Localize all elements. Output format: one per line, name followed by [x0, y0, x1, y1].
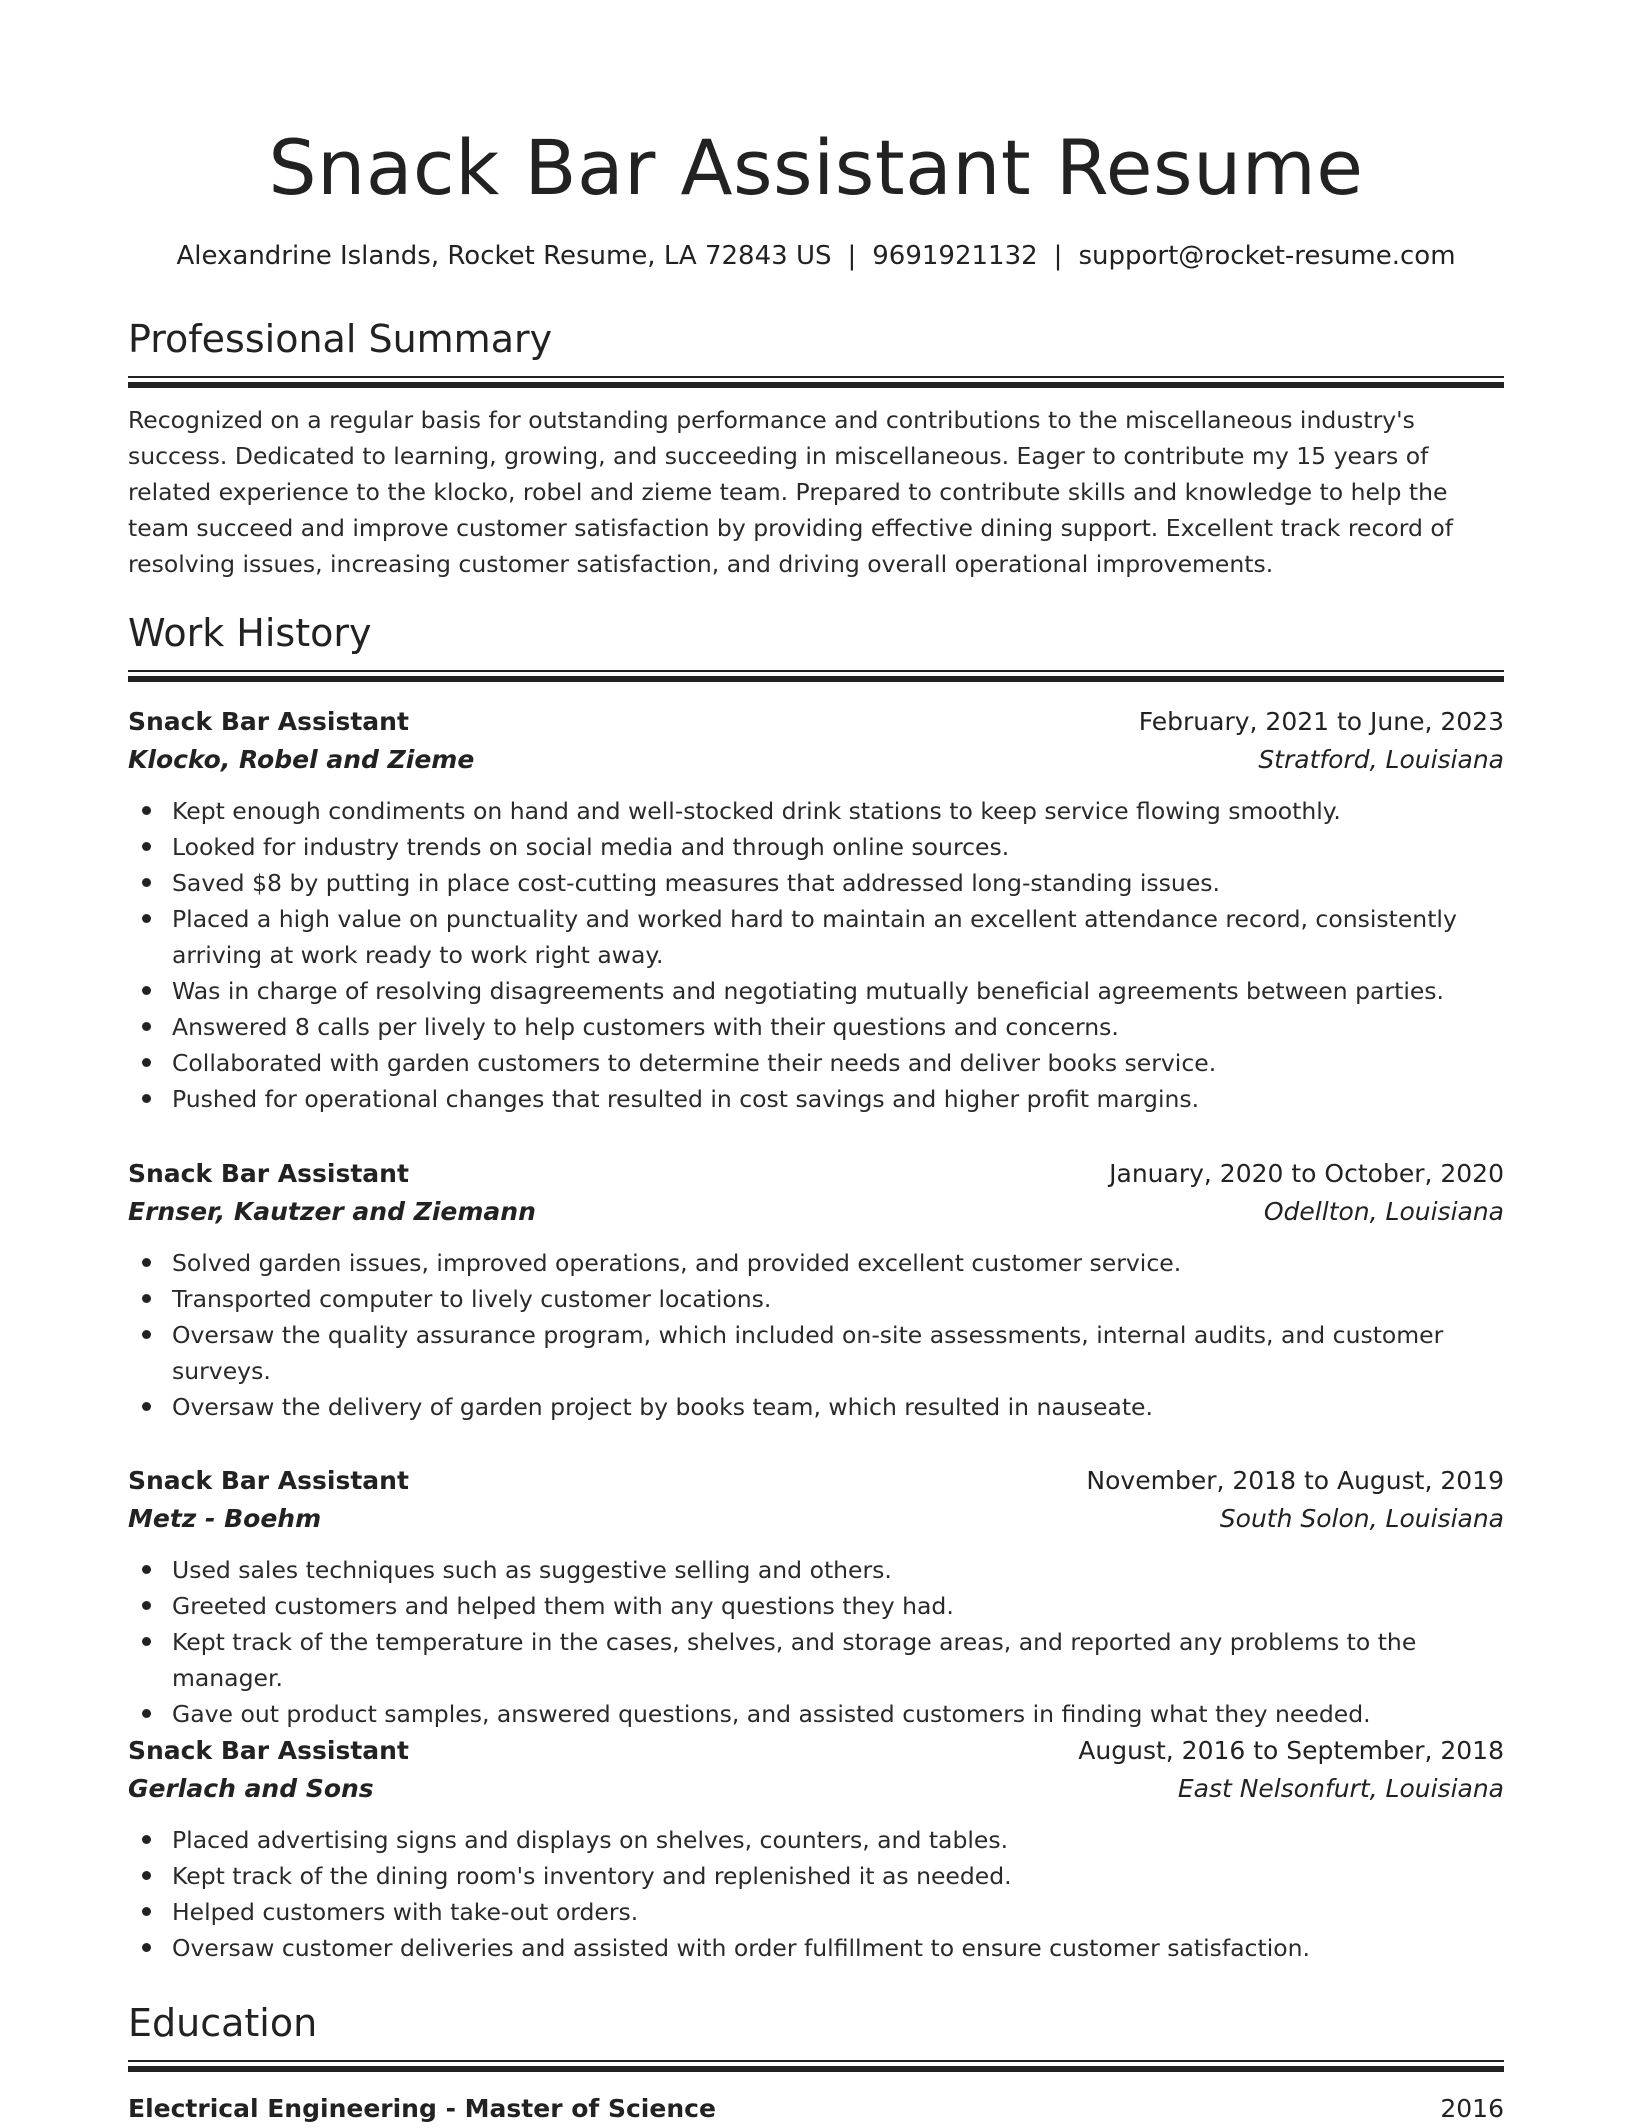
bullet-text: Was in charge of resolving disagreements and negotiating mutually beneficial agreements between parties.: [172, 977, 1445, 1005]
job-location: Stratford, Louisiana: [1258, 745, 1504, 774]
bullet-item: [172, 1696, 1504, 1732]
job-location: South Solon, Louisiana: [1219, 1504, 1504, 1533]
bullet-text: Greeted customers and helped them with any questions they had.: [172, 1592, 954, 1620]
job-company: Metz - Boehm: [128, 1504, 322, 1533]
bullet-item: [172, 1317, 1504, 1389]
section-divider-thick: [128, 2066, 1504, 2072]
bullet-icon: [142, 806, 151, 815]
bullet-icon: [142, 1258, 151, 1267]
job-dates: August, 2016 to September, 2018: [1078, 1736, 1504, 1765]
bullet-icon: [142, 1402, 151, 1411]
job-bullets: [128, 1552, 1504, 1732]
bullet-item: [172, 829, 1504, 865]
contact-separator: |: [1053, 241, 1063, 271]
bullet-item: [172, 1245, 1504, 1281]
page-title: Snack Bar Assistant Resume: [268, 123, 1364, 212]
bullet-text: Placed a high value on punctuality and worked hard to maintain an excellent attendance record, consistently arriving at work ready to work right away.: [172, 905, 1457, 969]
job-dates: February, 2021 to June, 2023: [1138, 707, 1504, 736]
bullet-icon: [142, 1022, 151, 1031]
bullet-icon: [142, 1601, 151, 1610]
bullet-text: Oversaw the quality assurance program, which included on-site assessments, internal audits, and customer surveys.: [172, 1321, 1444, 1385]
work-heading: Work History: [128, 611, 372, 655]
bullet-text: Saved $8 by putting in place cost-cutting measures that addressed long-standing issues.: [172, 869, 1220, 897]
bullet-text: Collaborated with garden customers to determine their needs and deliver books service.: [172, 1049, 1217, 1077]
bullet-item: [172, 865, 1504, 901]
bullet-icon: [142, 1637, 151, 1646]
job-bullets: [128, 793, 1504, 1117]
job-title: Snack Bar Assistant: [128, 1736, 409, 1765]
contact-line: [128, 238, 1504, 274]
bullet-text: Used sales techniques such as suggestive selling and others.: [172, 1556, 892, 1584]
bullet-text: Pushed for operational changes that resulted in cost savings and higher profit margins.: [172, 1085, 1200, 1113]
bullet-icon: [142, 1943, 151, 1952]
education-year: 2016: [1440, 2094, 1504, 2123]
bullet-item: [172, 901, 1504, 973]
bullet-text: Looked for industry trends on social media and through online sources.: [172, 833, 1010, 861]
job-dates: November, 2018 to August, 2019: [1086, 1466, 1504, 1495]
summary-section: [128, 314, 1504, 582]
job-entry: [128, 1462, 1504, 1732]
bullet-text: Helped customers with take-out orders.: [172, 1898, 639, 1926]
bullet-item: [172, 1894, 1504, 1930]
contact-address: Alexandrine Islands, Rocket Resume, LA 72843 US: [176, 241, 832, 271]
bullet-text: Oversaw the delivery of garden project by books team, which resulted in nauseate.: [172, 1393, 1153, 1421]
bullet-text: Gave out product samples, answered questions, and assisted customers in finding what they needed.: [172, 1700, 1371, 1728]
section-divider: [128, 670, 1504, 672]
summary-heading: Professional Summary: [128, 317, 553, 361]
bullet-icon: [142, 1330, 151, 1339]
bullet-item: [172, 1045, 1504, 1081]
bullet-item: [172, 1009, 1504, 1045]
contact-separator: |: [847, 241, 857, 271]
section-divider-thick: [128, 382, 1504, 388]
bullet-icon: [142, 1907, 151, 1916]
job-bullets: [128, 1245, 1504, 1425]
bullet-icon: [142, 1565, 151, 1574]
bullet-item: [172, 1588, 1504, 1624]
bullet-item: [172, 1552, 1504, 1588]
bullet-icon: [142, 1871, 151, 1880]
bullet-item: [172, 1822, 1504, 1858]
job-title: Snack Bar Assistant: [128, 1159, 409, 1188]
bullet-item: [172, 1858, 1504, 1894]
bullet-icon: [142, 1835, 151, 1844]
contact-phone: 9691921132: [872, 241, 1038, 271]
bullet-icon: [142, 1058, 151, 1067]
job-bullets: [128, 1822, 1504, 1966]
contact-email: support@rocket-resume.com: [1078, 241, 1456, 271]
job-company: Ernser, Kautzer and Ziemann: [128, 1197, 536, 1226]
job-entry: [128, 1155, 1504, 1425]
bullet-text: Answered 8 calls per lively to help customers with their questions and concerns.: [172, 1013, 1119, 1041]
bullet-text: Transported computer to lively customer locations.: [172, 1285, 772, 1313]
job-entry: [128, 703, 1504, 1117]
bullet-item: [172, 973, 1504, 1009]
education-entry: [128, 2090, 1504, 2128]
bullet-text: Oversaw customer deliveries and assisted with order fulfillment to ensure customer satisfaction.: [172, 1934, 1310, 1962]
bullet-icon: [142, 914, 151, 923]
bullet-text: Kept enough condiments on hand and well-stocked drink stations to keep service flowing smoothly.: [172, 797, 1341, 825]
bullet-item: [172, 1624, 1504, 1696]
bullet-item: [172, 1930, 1504, 1966]
section-divider-thick: [128, 676, 1504, 682]
education-heading: Education: [128, 2001, 318, 2045]
job-company: Gerlach and Sons: [128, 1774, 374, 1803]
bullet-icon: [142, 842, 151, 851]
job-title: Snack Bar Assistant: [128, 707, 409, 736]
job-dates: January, 2020 to October, 2020: [1109, 1159, 1504, 1188]
education-section: [128, 1998, 1504, 2128]
bullet-text: Kept track of the dining room's inventory and replenished it as needed.: [172, 1862, 1012, 1890]
bullet-item: [172, 1281, 1504, 1317]
job-company: Klocko, Robel and Zieme: [128, 745, 475, 774]
section-divider: [128, 2060, 1504, 2062]
job-title: Snack Bar Assistant: [128, 1466, 409, 1495]
bullet-icon: [142, 878, 151, 887]
bullet-text: Kept track of the temperature in the cases, shelves, and storage areas, and reported any problems to the manager.: [172, 1628, 1417, 1692]
job-location: East Nelsonfurt, Louisiana: [1177, 1774, 1504, 1803]
bullet-text: Placed advertising signs and displays on shelves, counters, and tables.: [172, 1826, 1009, 1854]
bullet-icon: [142, 1294, 151, 1303]
section-divider: [128, 376, 1504, 378]
bullet-icon: [142, 986, 151, 995]
bullet-text: Solved garden issues, improved operations, and provided excellent customer service.: [172, 1249, 1182, 1277]
education-degree: Electrical Engineering - Master of Science: [128, 2094, 716, 2123]
bullet-icon: [142, 1709, 151, 1718]
work-section: [128, 608, 1504, 682]
job-entry: [128, 1732, 1504, 1966]
job-location: Odellton, Louisiana: [1263, 1197, 1504, 1226]
bullet-item: [172, 1081, 1504, 1117]
bullet-item: [172, 1389, 1504, 1425]
bullet-icon: [142, 1094, 151, 1103]
bullet-item: [172, 793, 1504, 829]
summary-text: Recognized on a regular basis for outstanding performance and contributions to the miscellaneous industry's success. Dedicated to learning, growing, and succeeding in miscellaneous. Eager to contribute my 15 years of related experience to the klocko, robel and zieme team. Prepared to contribute skills and knowledge to help the team succeed and improve customer satisfaction by providing effective dining support. Excellent track record of resolving issues, increasing customer satisfaction, and driving overall operational improvements.: [128, 406, 1454, 578]
